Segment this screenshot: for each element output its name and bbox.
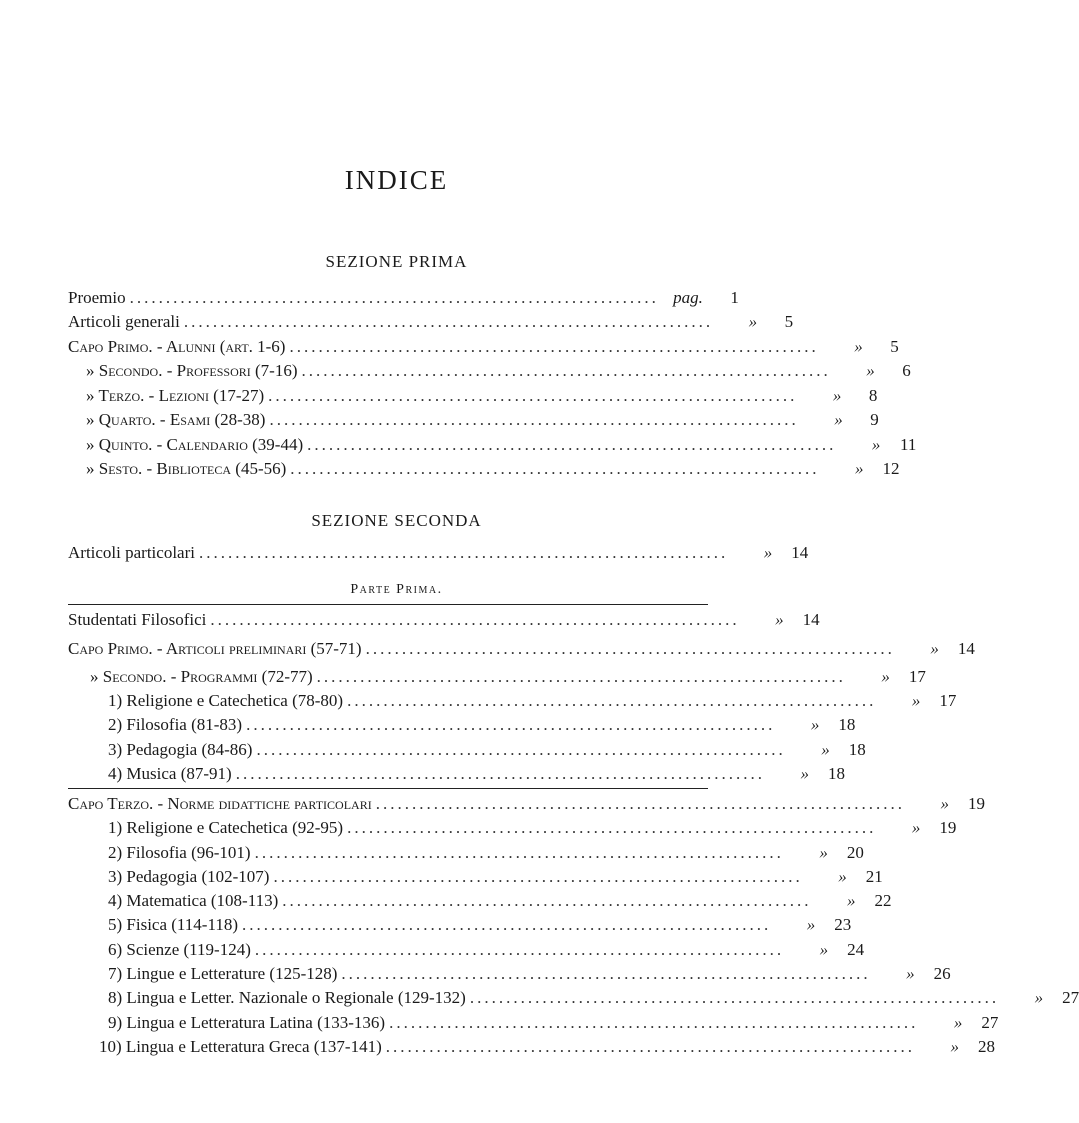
toc-entry-lingue: 7) Lingue e Letterature (125-128) ......................................................................... » 26 — [108, 964, 951, 983]
toc-entry-lingua-nazionale: 8) Lingua e Letter. Nazionale o Regionale (129-132) ......................................................................... » 27 — [108, 988, 1079, 1007]
toc-entry-fisica: 5) Fisica (114-118) ......................................................................... » 23 — [108, 915, 852, 934]
part-heading-prima: Parte Prima. — [350, 582, 443, 597]
toc-entry-musica: 4) Musica (87-91) ......................................................................... » 18 — [108, 764, 845, 783]
toc-entry-capo-primo-2: Capo Primo. - Articoli preliminari (57-71) ......................................................................... » 14 — [68, 639, 975, 658]
toc-entry-matematica: 4) Matematica (108-113) ......................................................................... » 22 — [108, 891, 892, 910]
toc-entry-lingua-latina: 9) Lingua e Letteratura Latina (133-136) ......................................................................... » 27 — [108, 1013, 999, 1032]
toc-entry-quarto: » Quarto. - Esami (28-38) ......................................................................... » 9 — [86, 410, 879, 429]
toc-entry-proemio: Proemio ......................................................................... pag. 1 — [68, 288, 739, 307]
toc-entry-capo-primo: Capo Primo. - Alunni (art. 1-6) ......................................................................... » 5 — [68, 337, 899, 356]
toc-entry-religione-2: 1) Religione e Catechetica (92-95) ......................................................................... » 19 — [108, 818, 957, 837]
toc-entry-pedagogia-2: 3) Pedagogia (102-107) ......................................................................... » 21 — [108, 867, 883, 886]
divider — [68, 788, 708, 789]
section-heading-seconda: SEZIONE SECONDA — [311, 511, 482, 530]
toc-entry-articoli-generali: Articoli generali ......................................................................... » 5 — [68, 312, 794, 331]
toc-entry-lingua-greca: 10) Lingua e Letteratura Greca (137-141) ......................................................................... » 28 — [99, 1037, 995, 1056]
toc-entry-capo-terzo: Capo Terzo. - Norme didattiche particolari ......................................................................... » 19 — [68, 794, 985, 813]
toc-entry-quinto: » Quinto. - Calendario (39-44) ......................................................................... » 11 — [86, 435, 917, 454]
toc-entry-filosofia-2: 2) Filosofia (96-101) ......................................................................... » 20 — [108, 843, 864, 862]
divider — [68, 604, 708, 605]
toc-entry-pedagogia: 3) Pedagogia (84-86) ......................................................................... » 18 — [108, 740, 866, 759]
toc-entry-secondo: » Secondo. - Professori (7-16) ......................................................................... » 6 — [86, 361, 911, 380]
toc-entry-secondo-2: » Secondo. - Programmi (72-77) ......................................................................... » 17 — [90, 667, 926, 686]
toc-entry-religione: 1) Religione e Catechetica (78-80) ......................................................................... » 17 — [108, 691, 957, 710]
page-title: INDICE — [344, 165, 449, 195]
section-heading-prima: SEZIONE PRIMA — [325, 252, 468, 271]
toc-entry-scienze: 6) Scienze (119-124) ......................................................................... » 24 — [108, 940, 865, 959]
toc-entry-sesto: » Sesto. - Biblioteca (45-56) ......................................................................... » 12 — [86, 459, 900, 478]
toc-entry-terzo: » Terzo. - Lezioni (17-27) ......................................................................... » 8 — [86, 386, 878, 405]
toc-entry-filosofia: 2) Filosofia (81-83) ......................................................................... » 18 — [108, 715, 856, 734]
toc-entry-studentati: Studentati Filosofici ......................................................................... » 14 — [68, 610, 820, 629]
toc-entry-articoli-particolari: Articoli particolari ......................................................................... » 14 — [68, 543, 809, 562]
